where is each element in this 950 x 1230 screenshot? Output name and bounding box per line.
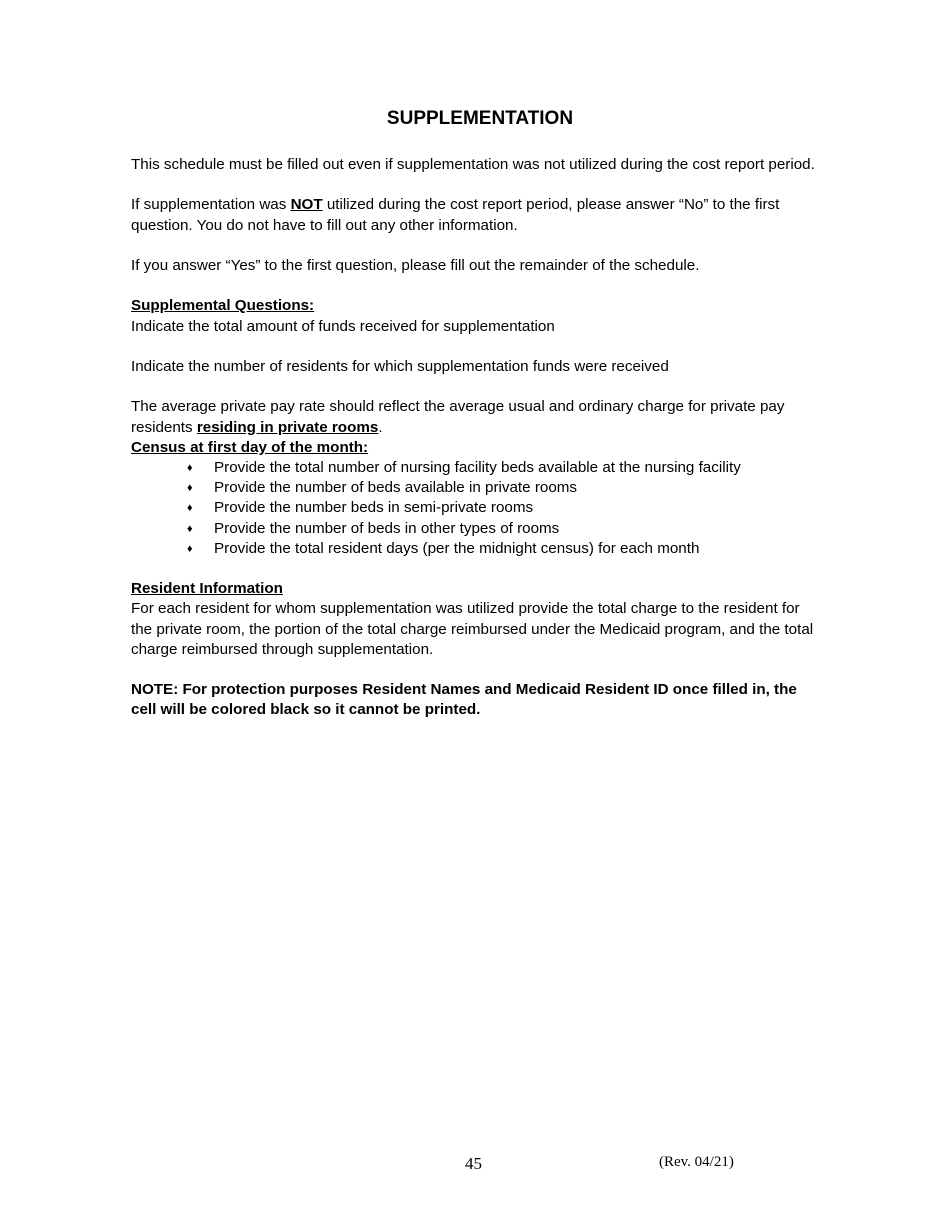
diamond-bullet-icon: ♦ [187, 502, 193, 515]
private-rooms-emphasis: residing in private rooms [196, 418, 379, 436]
diamond-bullet-icon: ♦ [187, 542, 193, 555]
intro-paragraph-1: This schedule must be filled out even if supplementation was not utilized during the cost report period. [131, 156, 815, 173]
diamond-bullet-icon: ♦ [187, 482, 193, 495]
intro-paragraph-2 [131, 195, 821, 235]
document-body [131, 155, 821, 721]
census-item-text: Provide the number of beds available in private rooms [214, 479, 578, 497]
diamond-bullet-icon: ♦ [187, 522, 193, 535]
census-item-text: Provide the number beds in semi-private rooms [214, 499, 534, 517]
supplemental-question-residents: Indicate the number of residents for which supplementation funds were received [131, 357, 669, 375]
census-item-text: Provide the number of beds in other types of rooms [214, 519, 560, 537]
intro-paragraph-2-end: utilized during the cost report period, please answer “No” to the first question. You do not have to fill out any other information. [131, 196, 780, 234]
page-title: SUPPLEMENTATION [386, 108, 574, 129]
supplemental-question-funds: Indicate the total amount of funds received for supplementation [131, 317, 555, 335]
private-pay-rate-paragraph [131, 397, 821, 437]
supplemental-questions-heading: Supplemental Questions: [131, 297, 315, 315]
page-number: 45 [465, 1154, 482, 1173]
intro-paragraph-2-start: If supplementation was [131, 196, 291, 214]
protection-note: NOTE: For protection purposes Resident Names and Medicaid Resident ID once filled in, the cell will be colored black so it cannot be printed. [131, 681, 797, 719]
census-list [131, 458, 821, 559]
diamond-bullet-icon: ♦ [187, 461, 193, 474]
census-heading: Census at first day of the month: [131, 438, 369, 456]
list-item [187, 539, 821, 559]
private-pay-rate-period: . [378, 418, 383, 436]
not-emphasis: NOT [290, 196, 323, 214]
revision-date: (Rev. 04/21) [659, 1154, 734, 1170]
list-item [187, 498, 821, 518]
census-item-text: Provide the total resident days (per the midnight census) for each month [214, 539, 700, 557]
list-item [187, 478, 821, 498]
resident-information-body: For each resident for whom supplementation was utilized provide the total charge to the resident for the private room, the portion of the total charge reimbursed under the Medicaid program, and the total charge reimbursed through supplementation. [131, 600, 814, 658]
census-item-text: Provide the total number of nursing facility beds available at the nursing facility [214, 458, 741, 476]
private-pay-rate-text: The average private pay rate should reflect the average usual and ordinary charge for private pay residents [131, 398, 785, 436]
intro-paragraph-3: If you answer “Yes” to the first question, please fill out the remainder of the schedule. [131, 256, 700, 274]
resident-information-heading: Resident Information [131, 580, 283, 598]
list-item [187, 458, 821, 478]
list-item [187, 519, 821, 539]
